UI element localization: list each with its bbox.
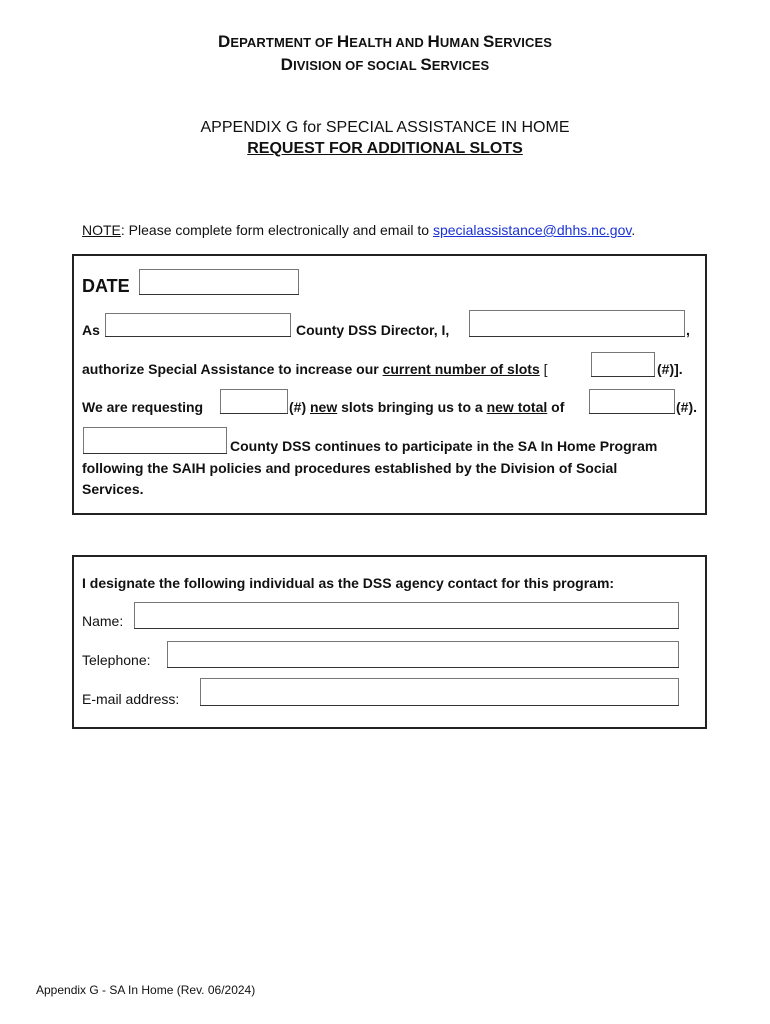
email-underline: [200, 705, 679, 706]
new-slots-underline: [220, 413, 288, 414]
new-total-underline: [589, 413, 675, 414]
date-input[interactable]: [139, 269, 299, 295]
note-line: NOTE: Please complete form electronically and email to specialassistance@dhhs.nc.gov.: [82, 222, 636, 238]
new-slots-text: (#) new slots bringing us to a new total of: [289, 399, 565, 415]
contact-heading: I designate the following individual as the DSS agency contact for this program:: [82, 575, 615, 591]
department-heading: DEPARTMENT OF HEALTH AND HUMAN SERVICES: [217, 32, 553, 51]
name-label: Name:: [82, 613, 124, 629]
appendix-title: APPENDIX G for SPECIAL ASSISTANCE IN HOME: [200, 119, 570, 136]
new-total-suffix: (#).: [676, 399, 697, 415]
county-dss-underline: [83, 453, 227, 454]
footer-text: Appendix G - SA In Home (Rev. 06/2024): [36, 983, 256, 997]
date-label: DATE: [82, 276, 130, 296]
comma-text: ,: [686, 322, 690, 338]
services-text: Services.: [82, 481, 144, 497]
as-label: As: [82, 322, 100, 338]
current-slots-suffix: (#)].: [657, 361, 683, 377]
name-input[interactable]: [134, 602, 679, 629]
authorize-text: authorize Special Assistance to increase our current number of slots [: [82, 361, 548, 377]
email-label: E-mail address:: [82, 691, 180, 707]
county-name-input[interactable]: [105, 313, 291, 337]
new-total-input[interactable]: [589, 389, 675, 414]
request-title: REQUEST FOR ADDITIONAL SLOTS: [247, 140, 523, 157]
county-continues-text: County DSS continues to participate in the SA In Home Program: [230, 438, 658, 454]
requesting-label: We are requesting: [82, 399, 204, 415]
new-slots-input[interactable]: [220, 389, 288, 414]
telephone-label: Telephone:: [82, 652, 151, 668]
division-heading: DIVISION OF SOCIAL SERVICES: [280, 55, 490, 74]
county-underline: [105, 336, 291, 337]
telephone-input[interactable]: [167, 641, 679, 668]
county-director-text: County DSS Director, I,: [296, 322, 450, 338]
email-input[interactable]: [200, 678, 679, 706]
current-slots-underline: [591, 376, 655, 377]
policies-text: following the SAIH policies and procedures established by the Division of Social: [82, 460, 618, 476]
current-slots-input[interactable]: [591, 352, 655, 377]
name-underline: [134, 628, 679, 629]
director-name-input[interactable]: [469, 310, 685, 337]
note-label: NOTE: [82, 222, 121, 238]
email-link[interactable]: specialassistance@dhhs.nc.gov: [432, 222, 632, 238]
county-dss-input[interactable]: [83, 427, 227, 454]
date-underline: [139, 294, 299, 295]
director-underline: [469, 336, 685, 337]
telephone-underline: [167, 667, 679, 668]
